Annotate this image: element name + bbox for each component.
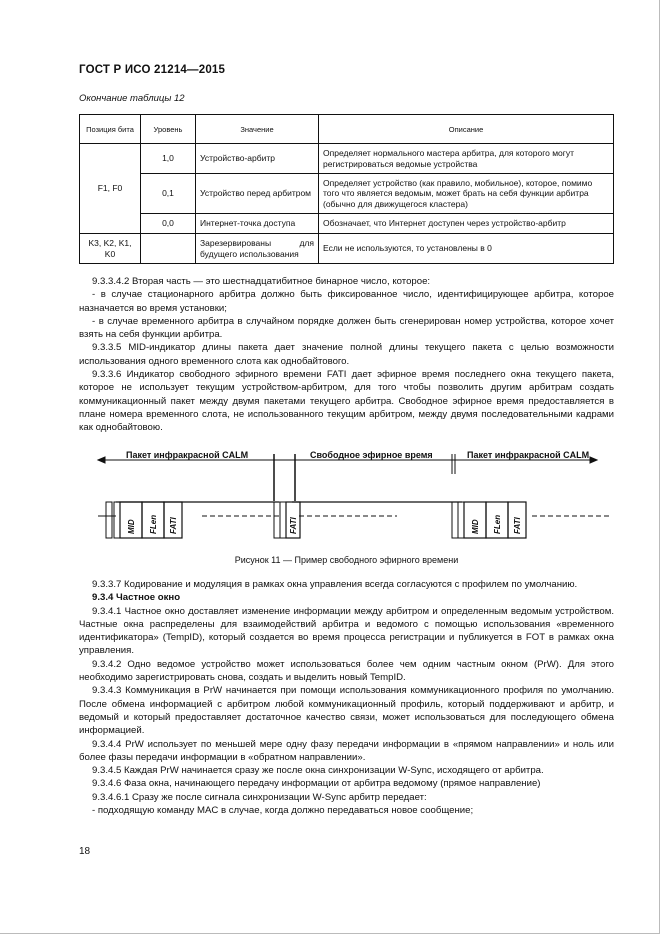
paragraph: - в случае временного арбитра в случайном порядке должен быть сгенерирован номер устройства, которое хочет взять на себя функции арбитра.	[79, 315, 614, 341]
header-position: Позиция бита	[80, 115, 141, 144]
cell-description: Определяет нормального мастера арбитра, для которого могут регистрироваться ведомые устройства	[319, 144, 614, 174]
slot-label: MID	[471, 519, 480, 534]
paragraph: 9.3.4.2 Одно ведомое устройство может использоваться более чем одним частным окном (PrW). Для этого необходимо зарегистрировать снова, создать и выделить новый TempID.	[79, 658, 614, 684]
paragraph: 9.3.4.4 PrW использует по меньшей мере одну фазу передачи информации в «прямом направлении» и ноль или более фазы передачи информации в «обратном направлении».	[79, 738, 614, 763]
cell-position-group2: K3, K2, K1, K0	[80, 234, 141, 264]
cell-level: 0,0	[141, 214, 196, 234]
paragraph: 9.3.3.4.2 Вторая часть — это шестнадцатибитное бинарное число, которое:	[92, 276, 431, 287]
text-block-bottom	[79, 578, 614, 817]
paragraph: 9.3.4.3 Коммуникация в PrW начинается при помощи использования коммуникационного профиля по умолчанию. После обмена информацией с арбитром любой коммуникационный профиль, который поддерживают и арбитр, и ведомый и который предоставляет достаточное качество связи, может использоваться для последующего обмена информацией.	[79, 685, 614, 737]
section-heading	[79, 591, 614, 604]
table-12	[79, 114, 614, 264]
paragraph: 9.3.3.6 Индикатор свободного эфирного времени FATI дает эфирное время последнего окна текущего пакета, которое не использует текущим устройством-арбитром, для того чтобы позволить другим арбитрам создать коммуникационный пакет между двумя пакетами текущего арбитра. Свободное эфирное время предоставляется в плане номера временного слота, не использованного текущим арбитром, между двумя последовательными кадрами как однобайтовою.	[79, 369, 614, 434]
slot-label: FATI	[513, 517, 522, 534]
slot-label: FLen	[149, 514, 158, 534]
table-row	[80, 214, 614, 234]
slot-small	[458, 502, 464, 538]
cell-value: Устройство перед арбитром	[196, 174, 319, 214]
arrow-right-icon	[590, 457, 597, 463]
slot-small	[280, 502, 286, 538]
paragraph: 9.3.3.7 Кодирование и модуляция в рамках окна управления всегда согласуются с профилем по умолчанию.	[92, 579, 578, 590]
cell-value: Зарезервированы для будущего использования	[196, 234, 319, 264]
slot-small	[452, 502, 458, 538]
label-right: Пакет инфракрасной CALM	[467, 450, 590, 460]
section-heading-text: 9.3.4 Частное окно	[92, 592, 181, 604]
cell-description: Если не используются, то установлены в 0	[319, 234, 614, 264]
header-level: Уровень	[141, 115, 196, 144]
paragraph: 9.3.4.6.1 Сразу же после сигнала синхронизации W-Sync арбитр передает:	[92, 791, 427, 803]
header-value: Значение	[196, 115, 319, 144]
table-row	[80, 174, 614, 214]
header-description: Описание	[319, 115, 614, 144]
page-number: 18	[79, 846, 91, 857]
cell-value: Интернет-точка доступа	[196, 214, 319, 234]
cell-description: Обозначает, что Интернет доступен через устройство-арбитр	[319, 214, 614, 234]
slot-label: MID	[127, 519, 136, 534]
slot-label: FATI	[169, 517, 178, 534]
table-caption: Окончание таблицы 12	[79, 93, 185, 104]
slot-small	[106, 502, 112, 538]
cell-position-group1: F1, F0	[80, 144, 141, 234]
table-row	[80, 234, 614, 264]
paragraph: 9.3.4.1 Частное окно доставляет изменение информации между арбитром и определенным ведомым устройством. Частные окна распределены для взаимодействий арбитра и ведомого с помощью использования «временного идентификатора» (TempID), который создается во время процесса регистрации и публикуется в FOT в рамках окна управления.	[79, 605, 614, 657]
table-row	[80, 144, 614, 174]
text-block-top	[79, 275, 614, 435]
paragraph: 9.3.4.5 Каждая PrW начинается сразу же после окна синхронизации W-Sync, исходящего от арбитра.	[92, 765, 544, 777]
table-header-row	[80, 115, 614, 144]
slot-label: FATI	[289, 517, 298, 534]
paragraph: 9.3.3.5 MID-индикатор длины пакета дает значение полной длины текущего пакета с целью возможности использования одного временного слота как однобайтового.	[79, 342, 614, 367]
label-mid: Свободное эфирное время	[310, 450, 433, 460]
figure-free-airtime	[92, 446, 612, 556]
slot-label: FLen	[493, 514, 502, 534]
page-header: ГОСТ Р ИСО 21214—2015	[79, 64, 226, 76]
slot-small	[274, 502, 280, 538]
cell-level: 0,1	[141, 174, 196, 214]
label-left: Пакет инфракрасной CALM	[126, 450, 249, 460]
slot-small	[114, 502, 120, 538]
cell-value: Устройство-арбитр	[196, 144, 319, 174]
cell-level	[141, 234, 196, 264]
paragraph: 9.3.4.6 Фаза окна, начинающего передачу информации от арбитра ведомому (прямое направление)	[92, 778, 541, 790]
paragraph: - в случае стационарного арбитра должно быть фиксированное число, идентифицирующее арбитра, которое назначается во время установки;	[79, 289, 614, 314]
cell-description: Определяет устройство (как правило, мобильное), которое, помимо того что является ведомым, может брать на себя функции арбитра (обычно для движущегося кластера)	[319, 174, 614, 214]
arrow-left-icon	[98, 457, 105, 463]
paragraph: - подходящую команду MAC в случае, когда должно передаваться новое сообщение;	[92, 805, 474, 817]
figure-caption: Рисунок 11 — Пример свободного эфирного времени	[234, 555, 459, 565]
cell-level: 1,0	[141, 144, 196, 174]
